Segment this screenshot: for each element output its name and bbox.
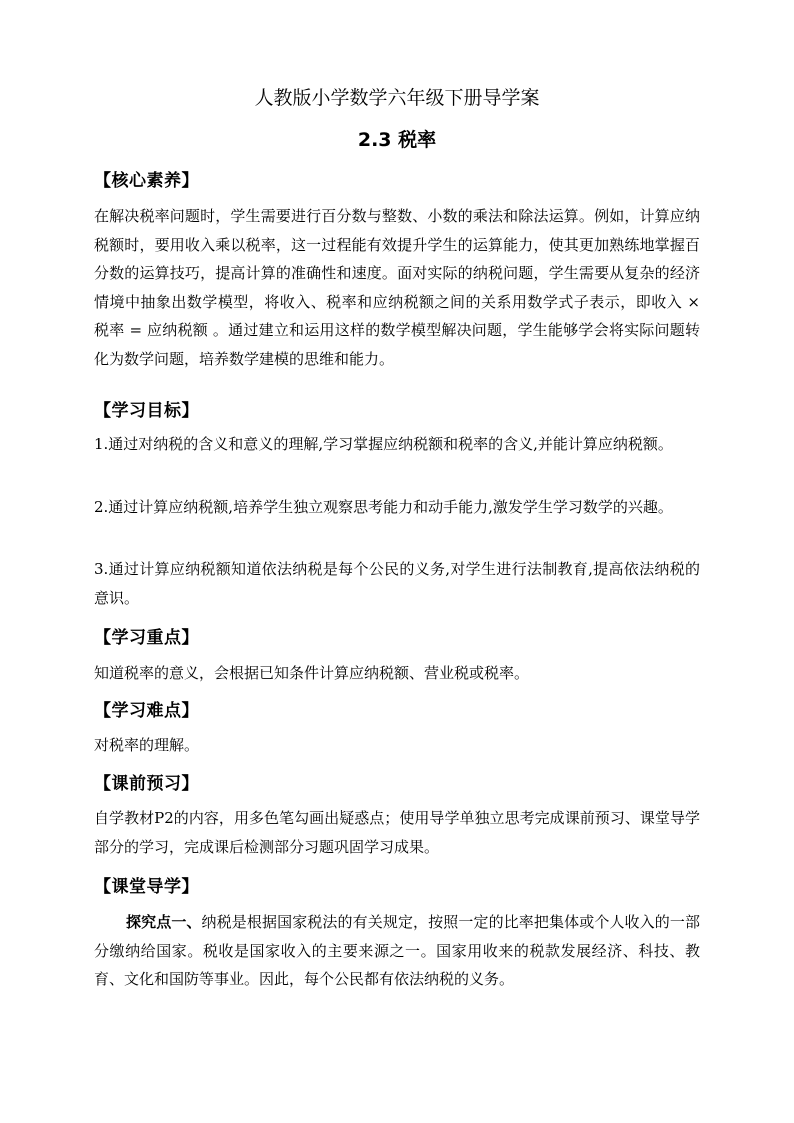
heading-difficulties: 【学习难点】 [94,701,199,721]
key-points-paragraph: 知道税率的意义，会根据已知条件计算应纳税额、营业税或税率。 [94,664,530,682]
preview-paragraph: 自学教材P2的内容，用多色笔勾画出疑惑点；使用导学单独立思考完成课前预习、课堂导学部分的学习，完成课后检测部分习题巩固学习成果。 [94,809,700,856]
objective-item-3: 3.通过计算应纳税额知道依法纳税是每个公民的义务,对学生进行法制教育,提高依法纳税的意识。 [94,560,700,607]
heading-objectives: 【学习目标】 [94,401,199,421]
classroom-paragraph [94,908,700,994]
lesson-title: 2.3 税率 [357,129,437,151]
objective-item-2: 2.通过计算应纳税额,培养学生独立观察思考能力和动手能力,激发学生学习数学的兴趣。 [94,498,673,516]
heading-core-literacy: 【核心素养】 [94,171,199,191]
core-literacy-paragraph: 在解决税率问题时，学生需要进行百分数与整数、小数的乘法和除法运算。例如，计算应纳税额时，要用收入乘以税率，这一过程能有效提升学生的运算能力，使其更加熟练地掌握百分数的运算技巧，提高计算的准确性和速度。面对实际的纳税问题，学生需要从复杂的经济情境中抽象出数学模型，将收入、税率和应纳税额之间的关系用数学式子表示，即收入 × 税率 = 应纳税额 。通过建立和运用这样的数学模型解决问题，学生能够学会将实际问题转化为数学问题，培养数学建模的思维和能力。 [94,207,700,368]
document-title: 人教版小学数学六年级下册导学案 [254,87,540,109]
heading-classroom: 【课堂导学】 [94,877,199,897]
heading-preview: 【课前预习】 [94,774,199,794]
heading-key-points: 【学习重点】 [94,628,199,648]
objective-item-1: 1.通过对纳税的含义和意义的理解,学习掌握应纳税额和税率的含义,并能计算应纳税额。 [94,435,673,453]
exploration-point-label: 探究点一、 [126,913,202,931]
classroom-text: 纳税是根据国家税法的有关规定，按照一定的比率把集体或个人收入的一部分缴纳给国家。税收是国家收入的主要来源之一。国家用收来的税款发展经济、科技、教育、文化和国防等事业。因此，每个公民都有依法纳税的义务。 [94,913,700,988]
difficulties-paragraph: 对税率的理解。 [94,736,200,754]
